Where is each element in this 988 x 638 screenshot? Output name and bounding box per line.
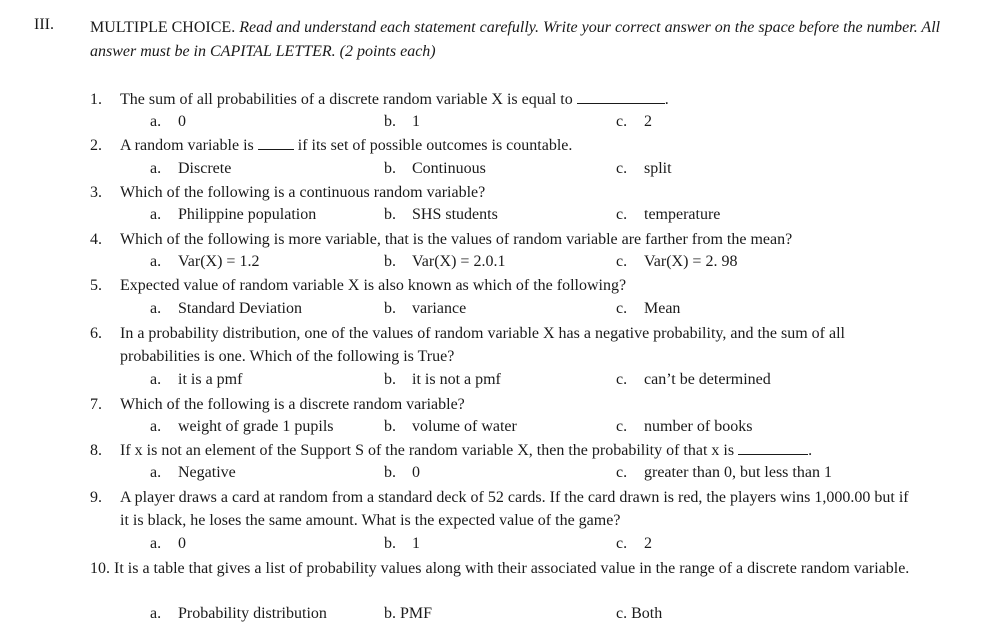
choices-q5 (90, 298, 950, 320)
question-3 (90, 181, 920, 204)
choice-c: c. Mean (616, 300, 681, 317)
section-number: III. (34, 16, 54, 33)
choice-c: c. split (616, 160, 672, 177)
question-text: Which of the following is a discrete random variable? (120, 396, 465, 413)
choice-c: c. temperature (616, 206, 721, 223)
choice-c: c. greater than 0, but less than 1 (616, 464, 832, 481)
choice-a: a. Standard Deviation (150, 300, 302, 317)
question-5 (90, 274, 920, 297)
choice-a: a. it is a pmf (150, 371, 243, 388)
choice-c: c. can’t be determined (616, 371, 771, 388)
choice-c: c. Var(X) = 2. 98 (616, 253, 738, 270)
choice-c: c. 2 (616, 113, 652, 130)
choice-a: a. 0 (150, 535, 186, 552)
question-text: A random variable is if its set of possible outcomes is countable. (120, 137, 573, 154)
question-text: Which of the following is more variable, that is the values of random variable are farther from the mean? (120, 231, 793, 248)
question-number: 8. (90, 442, 102, 459)
answer-blank[interactable] (577, 89, 665, 104)
choice-a: a. 0 (150, 113, 186, 130)
choice-a: a. weight of grade 1 pupils (150, 418, 334, 435)
question-8 (90, 439, 920, 462)
question-text: A player draws a card at random from a standard deck of 52 cards. If the card drawn is red, the players wins 1,000.00 but if it is black, he loses the same amount. What is the expected value of the game? (120, 489, 909, 529)
choice-b: b. it is not a pmf (384, 371, 501, 388)
question-number: 7. (90, 396, 102, 413)
choice-a: a. Discrete (150, 160, 232, 177)
question-number: 5. (90, 277, 102, 294)
choice-b: b. SHS students (384, 206, 498, 223)
question-text: The sum of all probabilities of a discrete random variable X is equal to . (120, 91, 669, 108)
choice-b: b. Continuous (384, 160, 486, 177)
question-number: 1. (90, 91, 102, 108)
question-number: 2. (90, 137, 102, 154)
choice-b: b. volume of water (384, 418, 517, 435)
question-number: 10. (90, 560, 110, 577)
instructions-text: Read and understand each statement carefully. Write your correct answer on the space before the number. All answer must be in CAPITAL LETTER. (2 points each) (90, 19, 941, 60)
choice-a: a. Negative (150, 464, 236, 481)
choice-c: c. Both (616, 605, 663, 622)
choice-b: b. variance (384, 300, 467, 317)
choice-b: b. 1 (384, 113, 420, 130)
choice-a: a. Philippine population (150, 206, 317, 223)
question-4 (90, 228, 920, 251)
choices-q9 (90, 533, 950, 555)
answer-blank[interactable] (258, 135, 294, 150)
choices-q3 (90, 204, 950, 226)
question-text-line1: It is a table that gives a list of probability values along with their associated value in the range of a discrete random variable. (114, 560, 910, 577)
question-2 (90, 134, 920, 157)
choice-c: c. number of books (616, 418, 753, 435)
choices-q10 (90, 603, 950, 625)
choices-q8 (90, 462, 950, 484)
choices-q6 (90, 369, 950, 391)
choice-b: b. 0 (384, 464, 420, 481)
question-number: 9. (90, 489, 102, 506)
question-7 (90, 393, 920, 416)
choices-q7 (90, 416, 950, 438)
choices-q1 (90, 111, 950, 133)
question-text: Which of the following is a continuous random variable? (120, 184, 486, 201)
choice-b: b. PMF (384, 605, 433, 622)
question-number: 3. (90, 184, 102, 201)
section-instructions (90, 16, 950, 64)
answer-blank[interactable] (738, 440, 808, 455)
choices-q2 (90, 158, 950, 180)
question-1 (90, 88, 920, 111)
choice-c: c. 2 (616, 535, 652, 552)
question-10 (90, 557, 920, 580)
question-number: 6. (90, 325, 102, 342)
question-9 (90, 486, 920, 532)
question-text: Expected value of random variable X is also known as which of the following? (120, 277, 627, 294)
choices-q4 (90, 251, 950, 273)
question-text: In a probability distribution, one of the values of random variable X has a negative probability, and the sum of all probabilities is one. Which of the following is True? (120, 325, 845, 365)
section-title: MULTIPLE CHOICE. (90, 19, 236, 36)
choice-a: a. Var(X) = 1.2 (150, 253, 260, 270)
question-text: If x is not an element of the Support S of the random variable X, then the probability of that x is . (120, 442, 813, 459)
choice-a: a. Probability distribution (150, 605, 327, 622)
choice-b: b. Var(X) = 2.0.1 (384, 253, 506, 270)
question-number: 4. (90, 231, 102, 248)
choice-b: b. 1 (384, 535, 420, 552)
question-6 (90, 322, 920, 368)
